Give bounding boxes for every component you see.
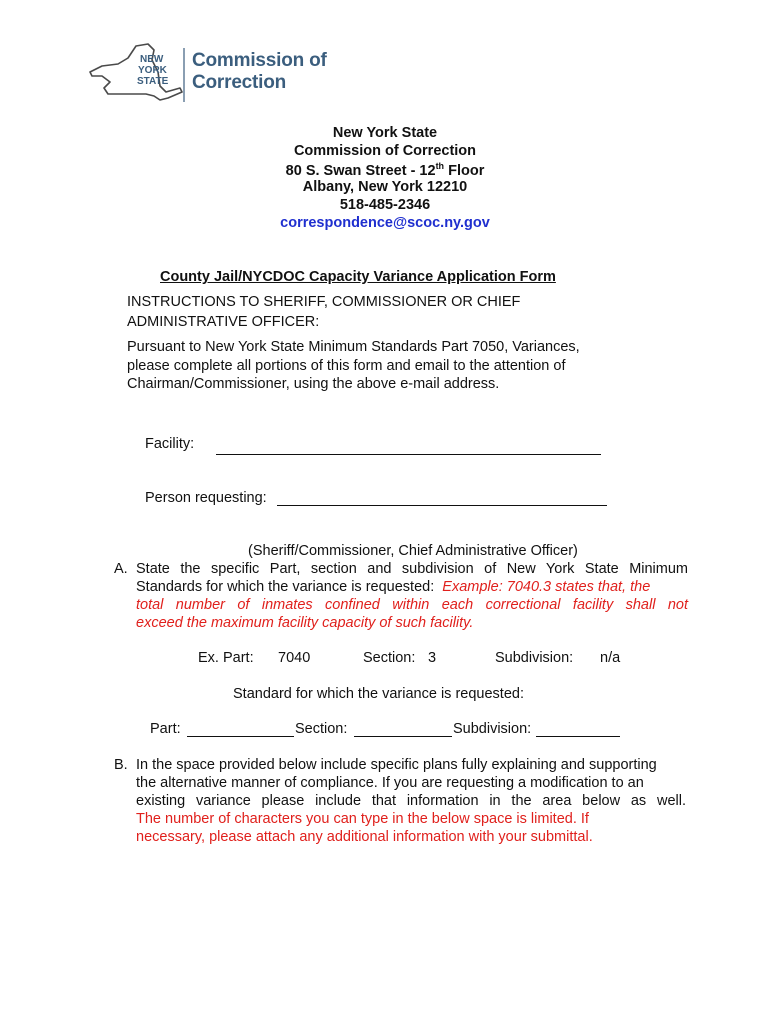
facility-field[interactable] bbox=[216, 438, 601, 455]
logo-state-line2: YORK bbox=[138, 65, 167, 76]
example-part-value: 7040 bbox=[278, 650, 311, 666]
section-b-line1: In the space provided below include specific plans fully explaining and supporting bbox=[136, 757, 657, 773]
section-a-example-start: Example: 7040.3 states that, the bbox=[442, 579, 651, 595]
standard-section-label: Section: bbox=[295, 721, 348, 737]
section-b-line5: necessary, please attach any additional information with your submittal. bbox=[136, 829, 593, 845]
section-b-marker: B. bbox=[114, 757, 128, 773]
instructions-line2: ADMINISTRATIVE OFFICER: bbox=[127, 314, 320, 330]
section-a-line2-text: Standards for which the variance is requested: bbox=[136, 579, 435, 595]
section-a-line1: State the specific Part, section and subdivision of New York State Minimum bbox=[136, 561, 688, 577]
address-line4: Albany, New York 12210 bbox=[302, 179, 468, 195]
pursuant-line1: Pursuant to New York State Minimum Standards Part 7050, Variances, bbox=[127, 339, 580, 355]
commission-logo bbox=[88, 42, 348, 108]
standard-subdivision-label: Subdivision: bbox=[453, 721, 532, 737]
facility-label: Facility: bbox=[145, 436, 195, 452]
phone-number: 518-485-2346 bbox=[339, 197, 431, 213]
standard-part-field[interactable] bbox=[187, 721, 294, 737]
standard-subdivision-field[interactable] bbox=[536, 721, 620, 737]
example-section-value: 3 bbox=[428, 650, 437, 666]
person-caption: (Sheriff/Commissioner, Chief Administrative Officer) bbox=[248, 543, 578, 559]
section-a-marker: A. bbox=[114, 561, 128, 577]
pursuant-line2: please complete all portions of this form and email to the attention of bbox=[127, 358, 566, 374]
section-b-line3: existing variance please include that information in the area below as well. bbox=[136, 793, 686, 809]
standard-part-label: Part: bbox=[150, 721, 181, 737]
address-line2: Commission of Correction bbox=[293, 143, 477, 159]
logo-org-line1: Commission of bbox=[192, 50, 327, 71]
new-york-state-map-icon bbox=[88, 42, 188, 108]
logo-state-line3: STATE bbox=[137, 76, 169, 87]
instructions-line1: INSTRUCTIONS TO SHERIFF, COMMISSIONER OR CHIEF bbox=[127, 294, 521, 310]
person-requesting-label: Person requesting: bbox=[145, 490, 267, 506]
logo-state-line1: NEW bbox=[140, 54, 164, 65]
section-a-line2 bbox=[136, 577, 692, 597]
example-part-label: Ex. Part: bbox=[198, 650, 254, 666]
section-a-line4: exceed the maximum facility capacity of such facility. bbox=[136, 615, 474, 631]
email-link[interactable]: correspondence@scoc.ny.gov bbox=[280, 215, 490, 231]
address-line1: New York State bbox=[332, 125, 438, 141]
example-section-label: Section: bbox=[363, 650, 416, 666]
standard-section-field[interactable] bbox=[354, 721, 452, 737]
pursuant-line3: Chairman/Commissioner, using the above e-mail address. bbox=[127, 376, 500, 392]
section-b-line2: the alternative manner of compliance. If you are requesting a modification to an bbox=[136, 775, 644, 791]
logo-org-line2: Correction bbox=[192, 72, 287, 93]
example-subdivision-label: Subdivision: bbox=[495, 650, 574, 666]
standard-prompt: Standard for which the variance is requested: bbox=[233, 686, 524, 702]
example-subdivision-value: n/a bbox=[600, 650, 621, 666]
address-street: 80 S. Swan Street - 12 bbox=[285, 162, 436, 179]
address-floor: Floor bbox=[444, 162, 485, 179]
form-title: County Jail/NYCDOC Capacity Variance Application Form bbox=[160, 269, 556, 285]
section-b-line4: The number of characters you can type in the below space is limited. If bbox=[136, 811, 589, 827]
person-requesting-field[interactable] bbox=[277, 490, 607, 506]
address-floor-suffix: th bbox=[435, 161, 445, 171]
section-a-line3: total number of inmates confined within each correctional facility shall not bbox=[136, 597, 688, 613]
variance-plan-text-area[interactable] bbox=[114, 852, 694, 1012]
address-line3 bbox=[0, 161, 770, 179]
